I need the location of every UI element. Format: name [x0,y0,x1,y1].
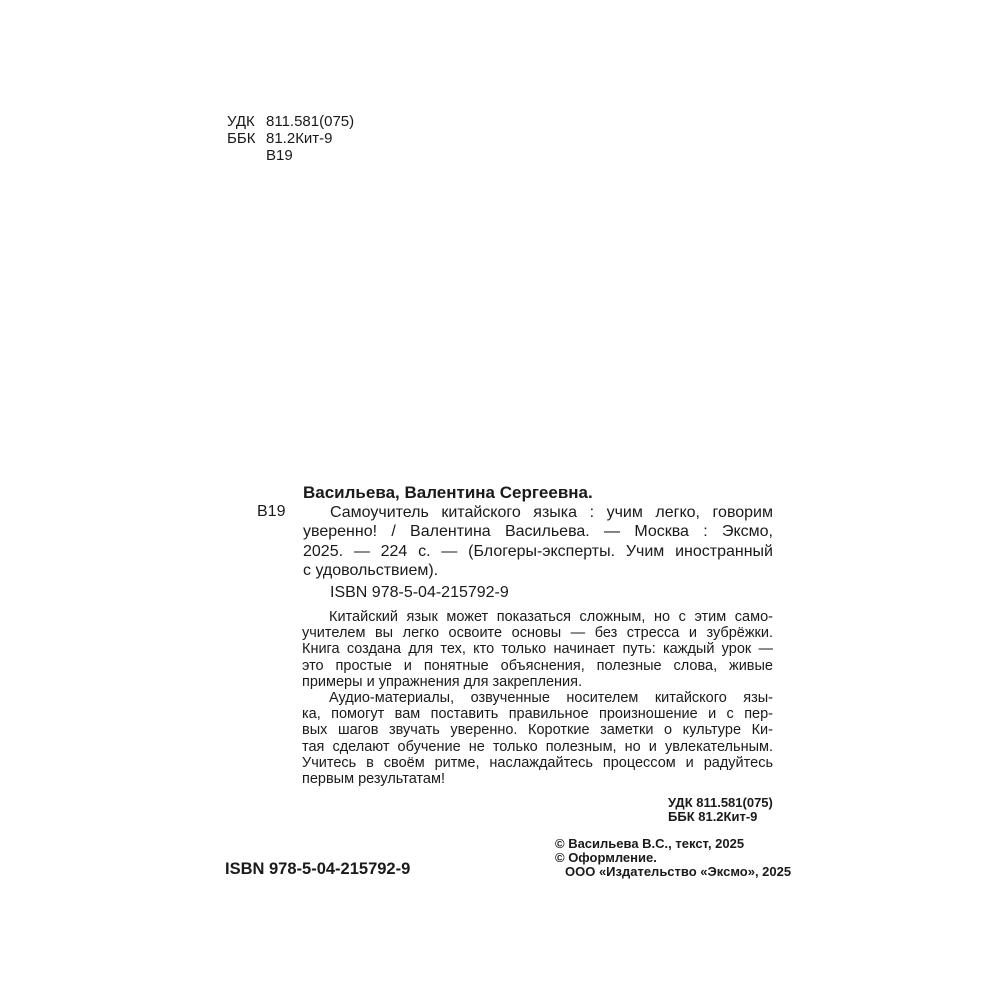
isbn-main: ISBN 978-5-04-215792-9 [330,583,509,601]
annotation-line: ка, помогут вам поставить правильное произношение и с пер- [302,706,773,723]
annotation-line: Аудио-материалы, озвученные носителем китайского язы- [329,690,773,707]
bib-description-line: уверенно! / Валентина Васильева. — Москва : Эксмо, [303,523,773,541]
udk-bottom: УДК 811.581(075) [668,795,773,810]
annotation-line: примеры и упражнения для закрепления. [302,673,583,690]
copyright-line-publisher: ООО «Издательство «Эксмо», 2025 [565,864,792,879]
author-sign-value: В19 [266,147,293,164]
udk-label: УДК [227,113,255,130]
author-heading: Васильева, Валентина Сергеевна. [303,483,593,502]
annotation-line: тая сделают обучение не только полезным, но и увлекательным. [302,738,773,755]
bbk-row [227,130,354,147]
copyright-block [555,837,791,879]
annotation-block [302,609,773,787]
annotation-paragraph [302,690,773,787]
bib-description-line: Самоучитель китайского языка : учим легко, говорим [330,503,773,521]
bbk-label: ББК [227,130,256,147]
annotation-line: учителем вы легко освоите основы — без стресса и зубрёжки. [302,625,773,642]
bottom-classification-block [668,796,773,824]
udk-value: 811.581(075) [266,113,355,130]
annotation-line: Учитесь в своём ритме, наслаждайтесь процессом и радуйтесь [302,754,773,771]
author-sign-spacer [227,147,266,164]
copyright-line-text: © Васильева В.С., текст, 2025 [555,836,745,851]
isbn-bottom: ISBN 978-5-04-215792-9 [225,860,411,878]
bib-description-line: с удовольствием). [303,562,439,580]
bib-description-line: 2025. — 224 с. — (Блогеры-эксперты. Учим иностранный [303,542,773,560]
annotation-line: Китайский язык может показаться сложным, но с этим само- [329,609,773,625]
top-classification-block [227,113,354,164]
annotation-line: вых шагов звучать уверенно. Короткие заметки о культуре Ки- [302,722,773,739]
annotation-line: Книга создана для тех, кто только начинает путь: каждый урок — [302,641,773,658]
bbk-bottom: ББК 81.2Кит-9 [668,809,758,824]
bibliographic-block [303,483,773,603]
bbk-value: 81.2Кит-9 [266,130,333,147]
annotation-line: первым результатам! [302,771,445,788]
copyright-line-design: © Оформление. [555,850,657,865]
annotation-line: это простые и понятные объяснения, полезные слова, живые [302,657,773,674]
annotation-paragraph [302,609,773,690]
udk-row [227,113,354,130]
author-sign-row [227,147,354,164]
author-sign-code-margin: В19 [257,503,286,520]
